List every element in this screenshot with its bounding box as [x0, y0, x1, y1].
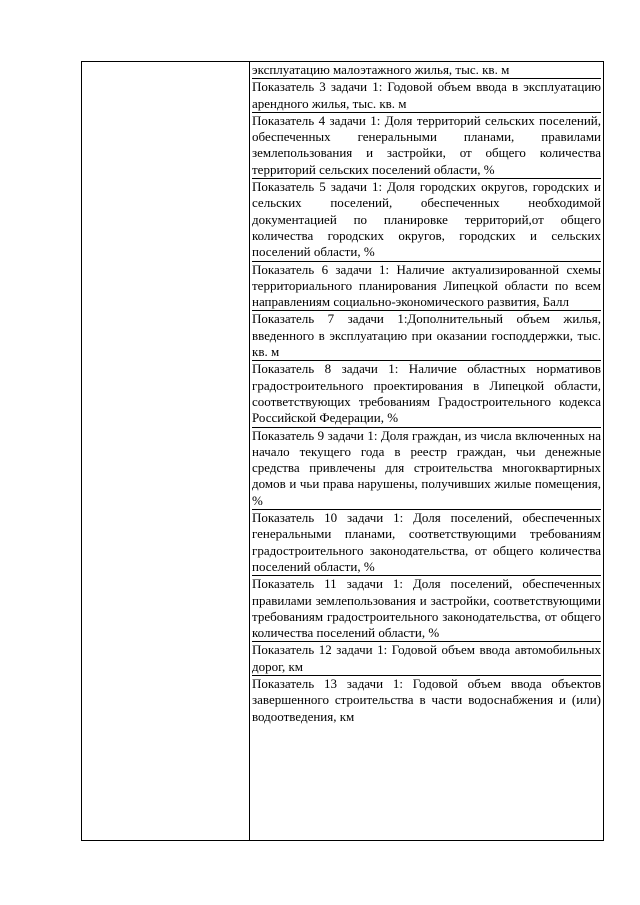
indicator-text: Показатель 4 задачи 1: Доля территорий сельских поселений, обеспеченных генеральными планами, правилами землепользования и застройки, от общего количества территорий сельских поселений области, % [252, 113, 601, 179]
indicator-text: Показатель 10 задачи 1: Доля поселений, обеспеченных генеральными планами, соответствующими требованиям градостроительного законодательства, от общего количества поселений области, % [252, 510, 601, 576]
indicator-text: Показатель 12 задачи 1: Годовой объем ввода автомобильных дорог, км [252, 642, 601, 676]
indicator-text: Показатель 7 задачи 1:Дополнительный объем жилья, введенного в эксплуатацию при оказании господдержки, тыс. кв. м [252, 311, 601, 361]
indicator-text: Показатель 5 задачи 1: Доля городских округов, городских и сельских поселений, обеспеченных необходимой документацией по планировке территорий,от общего количества городских округов, городских и сельских поселений области, % [252, 179, 601, 261]
indicator-text: Показатель 11 задачи 1: Доля поселений, обеспеченных правилами землепользования и застройки, соответствующими требованиям градостроительного законодательства, от общего количества поселений области, % [252, 576, 601, 642]
indicator-text: Показатель 6 задачи 1: Наличие актуализированной схемы территориального планирования Липецкой области по всем направлениям социально-экономического развития, Балл [252, 262, 601, 312]
indicator-text: Показатель 13 задачи 1: Годовой объем ввода объектов завершенного строительства в части водоснабжения и (или) водоотведения, км [252, 675, 601, 724]
indicator-table [81, 61, 604, 841]
table-left-cell [82, 62, 250, 840]
indicator-text: Показатель 8 задачи 1: Наличие областных нормативов градостроительного проектирования в Липецкой области, соответствующих требованиям Градостроительного кодекса Российской Федерации, % [252, 361, 601, 427]
indicator-text: Показатель 9 задачи 1: Доля граждан, из числа включенных на начало текущего года в реестр граждан, чьи денежные средства привлечены для строительства многоквартирных домов и чьи права нарушены, получивших жилые помещения, % [252, 428, 601, 510]
indicator-text: эксплуатацию малоэтажного жилья, тыс. кв. м [252, 62, 601, 79]
table-right-cell [250, 62, 603, 840]
indicator-text: Показатель 3 задачи 1: Годовой объем ввода в эксплуатацию арендного жилья, тыс. кв. м [252, 79, 601, 113]
